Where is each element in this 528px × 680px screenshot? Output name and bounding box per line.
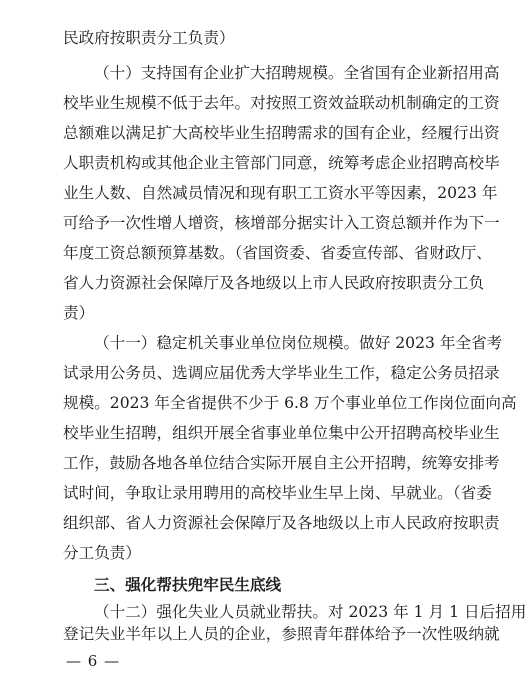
text-line: 人职责机构或其他企业主管部门同意，统筹考虑企业招聘高校毕 xyxy=(63,154,500,172)
text-line: 省人力资源社会保障厅及各地级以上市人民政府按职责分工负 xyxy=(63,274,485,292)
text-line: 年度工资总额预算基数。（省国资委、省委宣传部、省财政厅、 xyxy=(63,244,492,262)
text-line: （十二）强化失业人员就业帮扶。对 2023 年 1 月 1 日后招用 xyxy=(94,603,527,621)
text-line: 组织部、省人力资源社会保障厅及各地级以上市人民政府按职责 xyxy=(63,514,500,532)
text-line: 校毕业生规模不低于去年。对按照工资效益联动机制确定的工资 xyxy=(63,94,500,112)
text-line: 登记失业半年以上人员的企业，参照青年群体给予一次性吸纳就 xyxy=(63,625,500,643)
text-line: 校毕业生招聘，组织开展全省事业单位集中公开招聘高校毕业生 xyxy=(63,424,500,442)
text-line: 试录用公务员、选调应届优秀大学毕业生工作，稳定公务员招录 xyxy=(63,364,500,382)
text-line: 工作，鼓励各地各单位结合实际开展自主公开招聘，统筹安排考 xyxy=(63,454,500,472)
text-line: 总额难以满足扩大高校毕业生招聘需求的国有企业，经履行出资 xyxy=(63,124,500,142)
text-line: 分工负责） xyxy=(63,544,141,562)
text-line: 试时间，争取让录用聘用的高校毕业生早上岗、早就业。（省委 xyxy=(63,484,492,502)
text-line: 规模。2023 年全省提供不少于 6.8 万个事业单位工作岗位面向高 xyxy=(63,394,517,412)
text-line: （十）支持国有企业扩大招聘规模。全省国有企业新招用高 xyxy=(94,64,500,82)
text-line: （十一）稳定机关事业单位岗位规模。做好 2023 年全省考 xyxy=(94,334,503,352)
text-line: 责） xyxy=(63,304,95,322)
page-number: — 6 — xyxy=(66,652,121,670)
section-heading: 三、强化帮扶兜牢民生底线 xyxy=(94,576,282,594)
text-line: 民政府按职责分工负责） xyxy=(63,29,235,47)
text-line: 可给予一次性增人增资，核增部分据实计入工资总额并作为下一 xyxy=(63,214,500,232)
text-line: 业生人数、自然减员情况和现有职工工资水平等因素，2023 年 xyxy=(63,184,498,202)
